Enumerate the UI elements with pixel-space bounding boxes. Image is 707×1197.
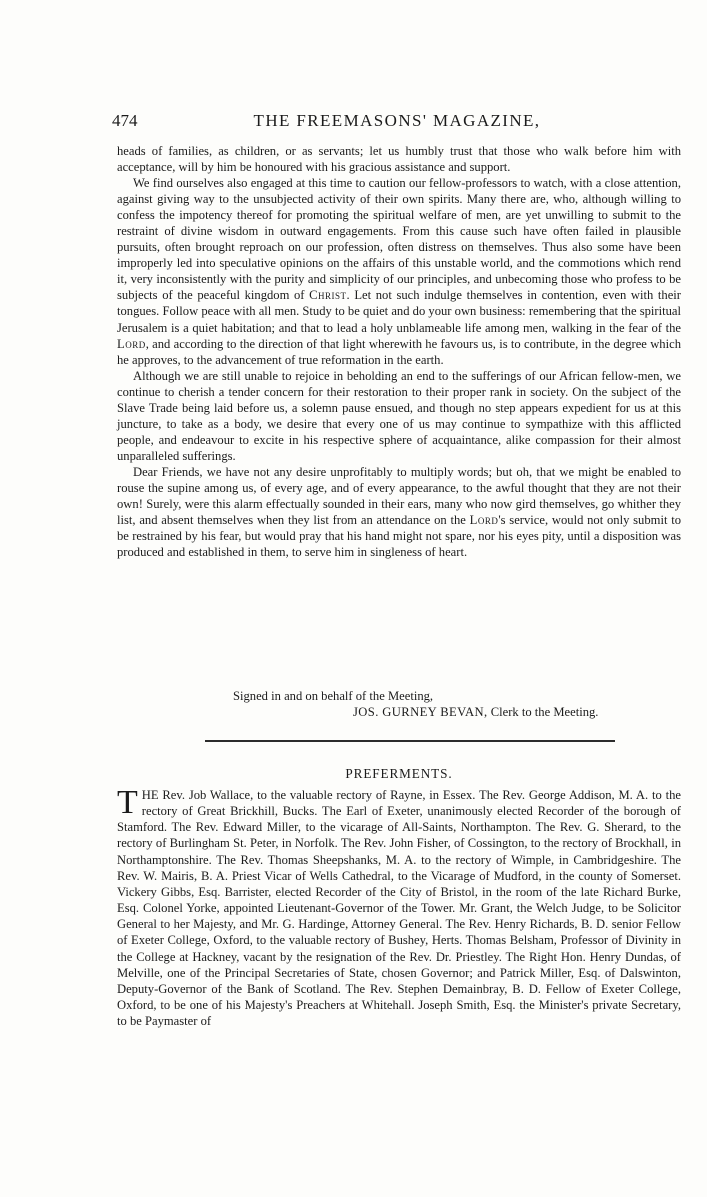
- paragraph-2-part-c: , and according to the direction of that light wherewith he favours us, is to contribute, in the degree which he approves, to the advancement of true reformation in the earth.: [117, 336, 681, 367]
- paragraph-4: [117, 464, 681, 560]
- word-lord: Lord: [117, 336, 146, 351]
- signature-name-line: [117, 704, 707, 720]
- word-christ: Christ: [309, 288, 347, 303]
- signature-line: Signed in and on behalf of the Meeting,: [233, 689, 434, 703]
- signatory-name: JOS. GURNEY BEVAN,: [353, 705, 488, 719]
- paragraph-4-part-b: 's service, would not only submit to be restrained by his fear, but would pray that his hand might not spare, nor his eyes pity, until a disposition was produced and established in them, to serve him in singleness of heart.: [117, 513, 682, 560]
- paragraph-2-part-b: . Let not such indulge themselves in contention, even with their tongues. Follow peace with all men. Study to be quiet and do your own business: remembering that the spiritual Jerusalem is a quiet habitation; and that to lead a holy unblameable life among men, walking in the fear of the: [117, 288, 682, 335]
- running-title: THE FREEMASONS' MAGAZINE,: [253, 111, 541, 130]
- drop-cap: T: [117, 784, 138, 821]
- paragraph-2: [117, 175, 681, 368]
- paragraph-4-part-a: Dear Friends, we have not any desire unprofitably to multiply words; but oh, that we might be enabled to rouse the supine among us, of every age, and of every appearance, to the awful thought that they are not their own! Surely, were this alarm effectually sounded in their ears, many who now gird themselves, go whither they list, and absent themselves when they list from an attendance on the: [117, 464, 681, 528]
- preferments-text: [117, 784, 681, 1029]
- epistle-text: [117, 143, 681, 560]
- word-lord-2: Lord: [469, 513, 499, 528]
- paragraph-2-part-a: We find ourselves also engaged at this time to caution our fellow-professors to watch, with a close attention, against giving way to the unsubjected activity of their own spirits. Many there are, who, although willing to confess the impotency thereof for promoting the spiritual welfare of men, are yet unwilling to submit to the restraint of divine wisdom in outward engagements. From this cause such have often failed in plausible pursuits, often brought reproach on our profession, often distress on themselves. Thus also some have been improperly led into speculative opinions on the affairs of this unstable world, and the commotions which rend it, very inconsistently with the purity and simplicity of our principles, and unbecoming those who profess to be subjects of the peaceful kingdom of: [117, 176, 681, 303]
- signatory-role: Clerk to the Meeting.: [490, 705, 599, 719]
- paragraph-3: Although we are still unable to rejoice in beholding an end to the sufferings of our African fellow-men, we continue to cherish a tender concern for their restoration to their proper rank in society. On the subject of the Slave Trade being laid before us, a solemn pause ensued, and though no step appears expedient for us at this juncture, to take as a body, we desire that every one of us may continue to sympathize with this afflicted people, and endeavour to excite in his respective sphere of acquaintance, alike compassion for their almost unparalleled sufferings.: [117, 368, 681, 463]
- paragraph-1: heads of families, as children, or as servants; let us humbly trust that those who walk before him with acceptance, will by him be honoured with his gracious assistance and support.: [117, 144, 681, 175]
- page-number: 474: [112, 111, 138, 130]
- page-header: [112, 111, 682, 137]
- section-divider: [205, 740, 615, 742]
- preferments-body: HE Rev. Job Wallace, to the valuable rectory of Rayne, in Essex. The Rev. George Addison, M. A. to the rectory of Great Brickhill, Bucks. The Earl of Exeter, unanimously elected Recorder of the borough of Stamford. The Rev. Edward Miller, to the vicarage of All-Saints, Northampton. The Rev. G. Sherard, to the rectory of Burlingham St. Peter, in Norfolk. The Rev. John Fisher, of Cossington, to the rectory of Brockhall, in Northamptonshire. The Rev. Thomas Sheepshanks, M. A. to the rectory of Wimple, in Cambridgeshire. The Rev. W. Mairis, B. A. Priest Vicar of Wells Cathedral, to the Vicarage of Mudford, in the county of Somerset. Vickery Gibbs, Esq. Barrister, elected Recorder of the City of Bristol, in the room of the late Richard Burke, Esq. Colonel Yorke, appointed Lieutenant-Governor of the Tower. Mr. Grant, the Welch Judge, to be Solicitor General to her Majesty, and Mr. G. Hardinge, Attorney General. The Rev. Henry Richards, B. D. senior Fellow of Exeter College, Oxford, to the valuable rectory of Bushey, Herts. Thomas Belsham, Professor of Divinity in the College at Hackney, vacant by the resignation of the Rev. Dr. Priestley. The Right Hon. Henry Dundas, of Melville, one of the Principal Secretaries of State, chosen Governor; and Patrick Miller, Esq. of Dalswinton, Deputy-Governor of the Bank of Scotland. The Rev. Stephen Demainbray, B. D. Fellow of Exeter College, Oxford, to be one of his Majesty's Preachers at Whitehall. Joseph Smith, Esq. the Minister's private Secretary, to be Paymaster of: [117, 788, 681, 1029]
- section-title: PREFERMENTS.: [345, 766, 453, 781]
